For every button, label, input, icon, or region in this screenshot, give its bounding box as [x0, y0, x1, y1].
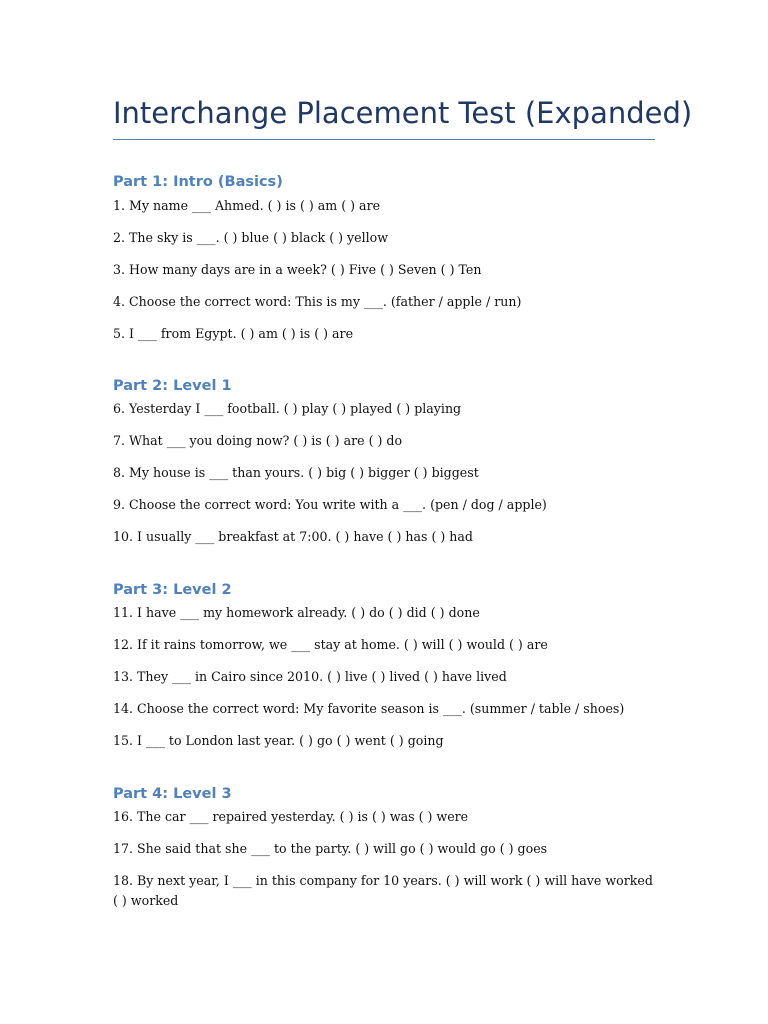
question-3: 3. How many days are in a week? ( ) Five ( ) Seven ( ) Ten — [113, 262, 482, 277]
question-2: 2. The sky is ___. ( ) blue ( ) black ( ) yellow — [113, 230, 389, 245]
question-7: 7. What ___ you doing now? ( ) is ( ) are ( ) do — [113, 433, 403, 448]
question-11: 11. I have ___ my homework already. ( ) do ( ) did ( ) done — [113, 605, 480, 620]
question-4: 4. Choose the correct word: This is my ___. (father / apple / run) — [113, 294, 522, 309]
question-12: 12. If it rains tomorrow, we ___ stay at home. ( ) will ( ) would ( ) are — [113, 637, 548, 652]
section-heading-part-3: Part 3: Level 2 — [113, 582, 232, 598]
section-heading-part-4: Part 4: Level 3 — [113, 786, 232, 802]
question-16: 16. The car ___ repaired yesterday. ( ) is ( ) was ( ) were — [113, 809, 469, 824]
question-13: 13. They ___ in Cairo since 2010. ( ) live ( ) lived ( ) have lived — [113, 669, 507, 684]
question-10: 10. I usually ___ breakfast at 7:00. ( ) have ( ) has ( ) had — [113, 529, 473, 544]
question-1: 1. My name ___ Ahmed. ( ) is ( ) am ( ) are — [113, 198, 381, 213]
question-8: 8. My house is ___ than yours. ( ) big ( ) bigger ( ) biggest — [113, 465, 479, 480]
title-underline — [113, 139, 655, 140]
section-heading-part-2: Part 2: Level 1 — [113, 378, 232, 394]
question-6: 6. Yesterday I ___ football. ( ) play ( ) played ( ) playing — [113, 401, 462, 416]
document-title: Interchange Placement Test (Expanded) — [113, 96, 693, 130]
question-5: 5. I ___ from Egypt. ( ) am ( ) is ( ) are — [113, 326, 354, 341]
section-heading-part-1: Part 1: Intro (Basics) — [113, 174, 283, 190]
question-17: 17. She said that she ___ to the party. ( ) will go ( ) would go ( ) goes — [113, 841, 548, 856]
question-14: 14. Choose the correct word: My favorite season is ___. (summer / table / shoes) — [113, 701, 625, 716]
question-15: 15. I ___ to London last year. ( ) go ( ) went ( ) going — [113, 733, 444, 748]
question-9: 9. Choose the correct word: You write with a ___. (pen / dog / apple) — [113, 497, 547, 512]
question-18: 18. By next year, I ___ in this company for 10 years. ( ) will work ( ) will have worked ( ) worked — [113, 873, 653, 908]
